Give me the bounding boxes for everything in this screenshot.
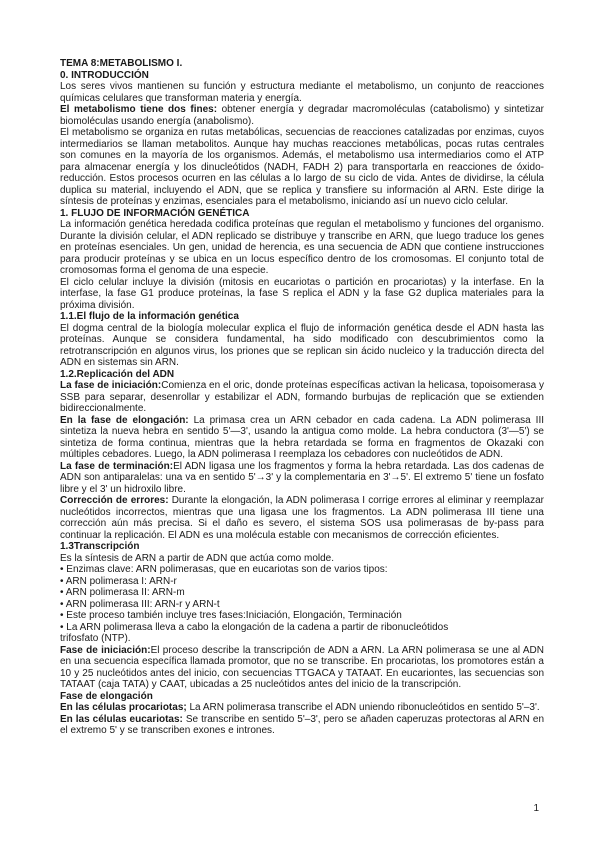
document-page [60,58,544,737]
elongation-label: En la fase de elongación: [60,414,189,426]
list-item: • ARN polimerasa III: ARN-r y ARN-t [60,598,220,610]
document-title: TEMA 8:METABOLISMO I. [60,58,183,69]
replication-elongation [60,415,544,461]
transcription-paragraph: Es la síntesis de ARN a partir de ADN que actúa como molde. [60,552,335,564]
transcription-initiation [60,645,544,691]
subsection-heading-1-2: 1.2.Replicación del ADN [60,368,175,380]
termination-text: El ADN ligasa une los fragmentos y forma la hebra retardada. Las dos cadenas de ADN son antiparalelas: una va en sentido 5'→3' y la complementaria en 3'→5'. El extremo 5' tiene un fosfato libre y el 3' un hidroxilo libre. [60,460,545,495]
intro-paragraph-1: Los seres vivos mantienen su función y estructura mediante el metabolismo, un conjunto de reacciones químicas celulares que transforman materia y energía. [60,81,544,104]
prokaryote-paragraph [60,702,544,714]
subsection-heading-1-3: 1.3Transcripción [60,541,140,552]
prokaryote-label: En las células procariotas; [60,702,187,713]
elongation-text: La primasa crea un ARN cebador en cada cadena. La ADN polimerasa III sintetiza la nueva hebra en sentido 5'—3', usando la antigua como molde. La hebra conductora (3'—5') se sintetiza de forma continua, mientras que la hebra retardada se forma en fragmentos de Okazaki con múltiples cebadores. Luego, la ADN polimerasa I reemplaza los cebadores con nucleótidos de ADN. [60,414,544,460]
list-item: • La ARN polimerasa lleva a cabo la elongación de la cadena a partir de ribonucleótidos [60,621,449,633]
list-item: • ARN polimerasa I: ARN-r [60,575,177,587]
initiation-label: La fase de iniciación: [60,380,162,391]
eukaryote-label: En las células eucariotas: [60,713,183,725]
list-item: • Este proceso también incluye tres fases:Iniciación, Elongación, Terminación [60,610,402,621]
intro-text: obtener energía y degradar macromoléculas (catabolismo) y sintetizar biomoléculas usando energía (anabolismo). [60,104,544,127]
prokaryote-text: La ARN polimerasa transcribe el ADN uniendo ribonucleótidos en sentido 5'–3'. [186,702,540,713]
elongation-heading: Fase de elongación [60,690,153,702]
subsection-heading-1-1: 1.1.El flujo de la información genética [60,311,239,322]
eukaryote-text: Se transcribe en sentido 5'–3', pero se añaden caperuzas protectoras al ARN en el extremo 5' y se transcriben exones e intrones. [60,713,544,736]
eukaryote-paragraph [60,714,544,737]
intro-paragraph-3: El metabolismo se organiza en rutas metabólicas, secuencias de reacciones catalizadas por enzimas, cuyos intermediarios se llaman metabolitos. Aunque hay muchas reacciones metabólicas, pocas rutas centrales son comunes en la mayoría de los organismos. Además, el metabolismo usa intermediarios como el ATP para almacenar energía y los dinucleótidos (NADH, FADH 2) para transportarla en reacciones de óxido-reducción. Estos procesos ocurren en las células a lo largo de su ciclo de vida. Antes de dividirse, la célula duplica su material, incluyendo el ADN, que se replica y transfiere su información al ARN. Este dirige la síntesis de proteínas y enzimas, esenciales para el metabolismo, iniciando así un nuevo ciclo celular. [60,127,544,207]
subsection-1-1-paragraph: El dogma central de la biología molecular explica el flujo de información genética desde el ADN hasta las proteínas. Aunque se considera fundamental, ha sido modificado con descubrimientos como la retrotranscripción en algunos virus, los priones que se replican sin ácido nucleico y la traducción directa del ADN en sistemas sin ARN. [60,322,544,368]
transcription-initiation-text: El proceso describe la transcripción de ADN a ARN. La ARN polimerasa se une al ADN en una secuencia específica llamada promotor, que no se transcribe. En procariotas, los promotores están a 10 y 25 nucleótidos antes del inicio, con secuencias TTGACA y TATAAT. En eucariontes, las secuencias son TATAAT (caja TATA) y CAAT, ubicadas a 25 nucleótidos antes del inicio de la transcripción. [60,644,544,690]
list-item: • ARN polimerasa II: ARN-m [60,587,185,598]
flujo-paragraph-1: La información genética heredada codifica proteínas que regulan el metabolismo y funciones del organismo. Durante la división celular, el ADN replicado se distribuye y transcribe en ARN, que luego traduce los genes en proteínas esenciales. Un gen, unidad de herencia, es una secuencia de ADN que contiene instrucciones para producir proteínas y se ubica en un locus específico dentro de los cromosomas. El conjunto total de cromosomas forma el genoma de una especie. [60,219,544,276]
section-heading-flujo: 1. FLUJO DE INFORMACIÓN GENÉTICA [60,207,250,219]
replication-correction [60,495,544,541]
initiation-text: Comienza en el oric, donde proteínas específicas activan la helicasa, topoisomerasa y SSB para separar, desenrollar y estabilizar el ADN, formando burbujas de replicación que se extienden bidireccionalmente. [60,380,544,414]
page-number: 1 [533,803,539,814]
replication-termination [60,461,544,496]
list-item: • Enzimas clave: ARN polimerasas, que en eucariotas son de varios tipos: [60,564,388,575]
correction-label: Corrección de errores: [60,495,169,506]
flujo-paragraph-2: El ciclo celular incluye la división (mitosis en eucariotas o partición en procariotas) y la interfase. En la interfase, la fase G1 produce proteínas, la fase S replica el ADN y la fase G2 duplica materiales para la próxima división. [60,276,544,311]
transcription-initiation-label: Fase de iniciación: [60,644,151,656]
termination-label: La fase de terminación: [60,460,174,472]
intro-paragraph-2 [60,104,544,127]
section-heading-intro: 0. INTRODUCCIÓN [60,69,149,81]
replication-initiation [60,380,544,415]
intro-label: El metabolismo tiene dos fines: [60,104,218,115]
list-item: trifosfato (NTP). [60,633,131,644]
correction-text: Durante la elongación, la ADN polimerasa I corrige errores al eliminar y reemplazar nucleótidos incorrectos, mientras que una ligasa une los fragmentos. La ADN polimerasa III tiene una corrección aún más precisa. Si el daño es severo, el sistema SOS usa polimerasas de by-pass para continuar la replicación. El ADN es una molécula estable con mecanismos de corrección eficientes. [60,495,544,541]
